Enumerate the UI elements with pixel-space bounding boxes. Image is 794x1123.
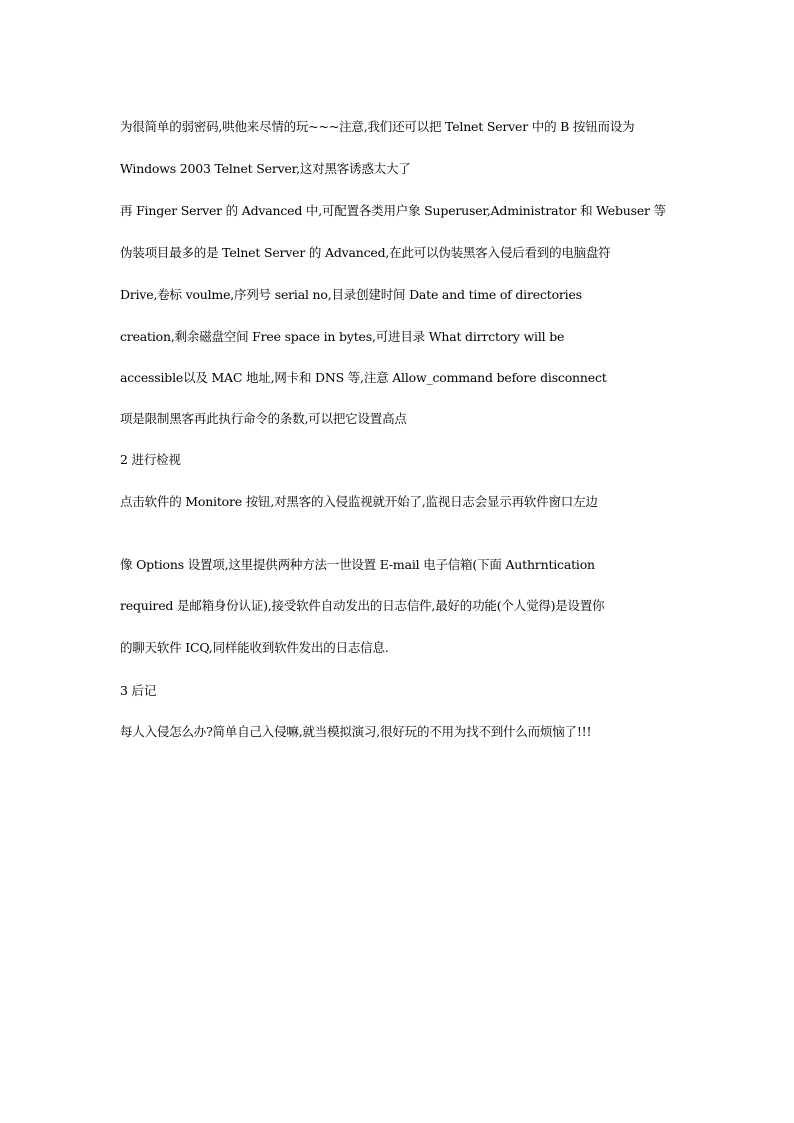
body-text-line: 的聊天软件 ICQ,同样能收到软件发出的日志信息. [120,640,389,655]
body-text-line: creation,剩余磁盘空间 Free space in bytes,可进目录 What dirrctory will be [120,329,565,344]
body-text-line: required 是邮箱身份认证),接受软件自动发出的日志信件,最好的功能(个人觉得)是设置你 [120,598,605,613]
body-text-line: Windows 2003 Telnet Server,这对黑客诱惑太大了 [120,161,411,176]
body-text-line: 每人入侵怎么办?简单自己入侵嘛,就当模拟演习,很好玩的不用为找不到什么而烦恼了!!! [120,724,592,739]
body-text-line: 伪装项目最多的是 Telnet Server 的 Advanced,在此可以伪装黑客入侵后看到的电脑盘符 [120,245,611,260]
body-text-line: 点击软件的 Monitore 按钮,对黑客的入侵监视就开始了,监视日志会显示再软件窗口左边 [120,494,598,509]
section-heading: 2 进行检视 [120,452,181,467]
body-text-line: accessible以及 MAC 地址,网卡和 DNS 等,注意 Allow_command before disconnect [120,370,607,385]
body-text-line: 为很简单的弱密码,哄他来尽情的玩~~~注意,我们还可以把 Telnet Server 中的 B 按钮而设为 [120,119,635,134]
body-text-line: 项是限制黑客再此执行命令的条数,可以把它设置高点 [120,411,407,426]
body-text-line: Drive,卷标 voulme,序列号 serial no,目录创建时间 Date and time of directories [120,287,582,302]
body-text-line: 像 Options 设置项,这里提供两种方法一世设置 E-mail 电子信箱(下面 Authrntication [120,557,595,572]
body-text-line: 再 Finger Server 的 Advanced 中,可配置各类用户象 Superuser,Administrator 和 Webuser 等 [120,203,666,218]
section-heading: 3 后记 [120,683,157,698]
